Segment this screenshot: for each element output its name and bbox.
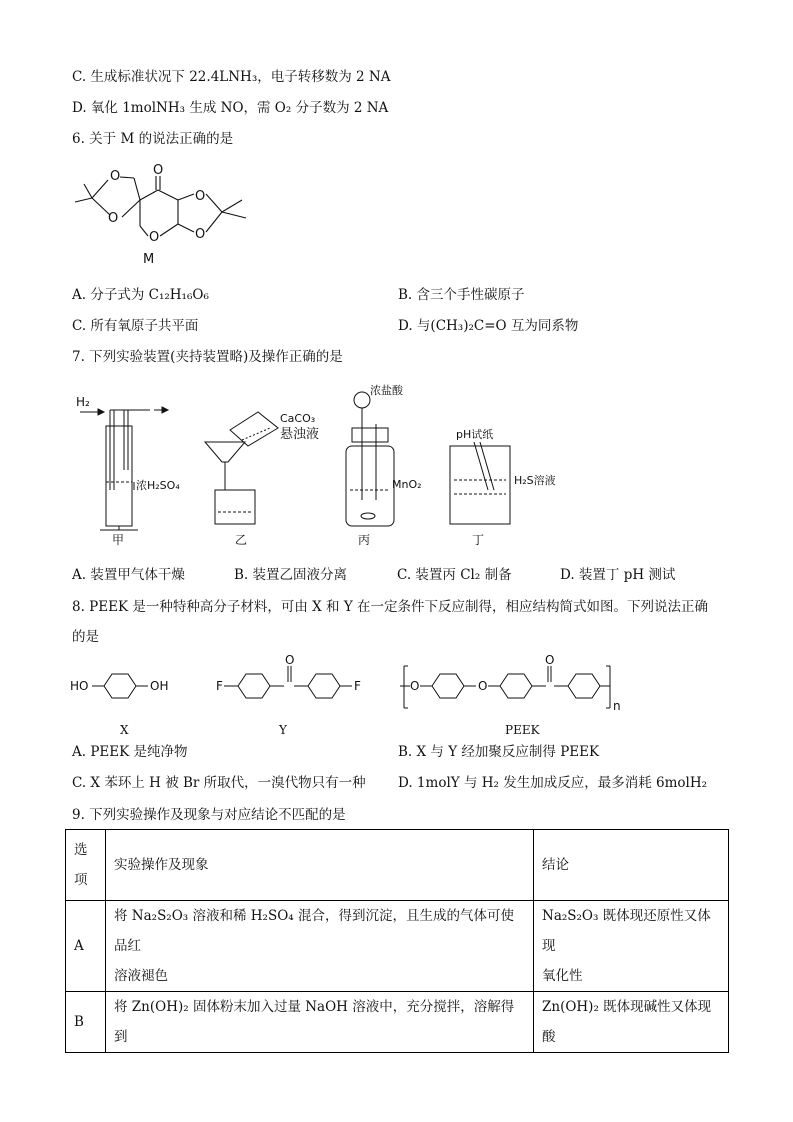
- q8-stem-line1: 8. PEEK 是一种特种高分子材料，可由 X 和 Y 在一定条件下反应制得，相应结构简式如图。下列说法正确: [72, 599, 709, 615]
- atom-o-5: O: [195, 227, 206, 242]
- y-carbonyl-o: O: [285, 653, 295, 667]
- q7-option-a: A. 装置甲气体干燥: [72, 567, 185, 583]
- atom-o-2: O: [108, 211, 119, 226]
- caption-ding: 丁: [472, 533, 485, 547]
- label-mno2: MnO₂: [392, 478, 422, 491]
- caption-yi: 乙: [235, 533, 248, 547]
- table-row: [66, 901, 729, 992]
- q7-apparatus-figure: [70, 380, 610, 550]
- q8-option-b: B. X 与 Y 经加聚反应制得 PEEK: [398, 744, 600, 760]
- row-a-conclusion: Na₂S₂O₃ 既体现还原性又体现 氧化性: [534, 901, 729, 992]
- caption-jia: 甲: [112, 533, 125, 547]
- q7-option-c: C. 装置丙 Cl₂ 制备: [397, 567, 512, 583]
- q8-option-c: C. X 苯环上 H 被 Br 所取代，一溴代物只有一种: [72, 775, 366, 791]
- row-a-operation: 将 Na₂S₂O₃ 溶液和稀 H₂SO₄ 混合，得到沉淀，且生成的气体可使品红 溶液褪色: [106, 901, 534, 992]
- header-conclusion: 结论: [534, 830, 729, 901]
- q7-option-b: B. 装置乙固液分离: [234, 567, 348, 583]
- y-f-left: F: [216, 679, 223, 693]
- atom-o-6: O: [149, 230, 160, 245]
- label-conc-h2so4: 浓H₂SO₄: [136, 479, 180, 492]
- peek-carbonyl-o: O: [545, 653, 555, 667]
- row-b-id: B: [66, 992, 106, 1053]
- peek-o-1: O: [410, 679, 420, 693]
- apparatus-ding: [450, 428, 556, 524]
- q8-structures: [70, 652, 630, 714]
- label-y: Y: [279, 723, 287, 737]
- label-h2: H₂: [76, 395, 90, 409]
- header-option: 选 项: [66, 830, 106, 901]
- atom-o-4: O: [195, 189, 206, 204]
- apparatus-jia: [76, 395, 180, 530]
- q6-option-a: A. 分子式为 C₁₂H₁₆O₆: [72, 287, 209, 303]
- q7-stem: 7. 下列实验装置(夹持装置略)及操作正确的是: [72, 349, 343, 365]
- label-peek: PEEK: [505, 723, 540, 737]
- apparatus-yi: [205, 412, 319, 524]
- atom-o-3: O: [153, 163, 164, 178]
- header-operation: 实验操作及现象: [106, 830, 534, 901]
- label-h2s-solution: H₂S溶液: [514, 474, 556, 487]
- q5-option-c: C. 生成标准状况下 22.4LNH₃，电子转移数为 2 NA: [72, 69, 391, 85]
- y-f-right: F: [354, 679, 361, 693]
- peek-o-2: O: [478, 679, 488, 693]
- molecule-m-label: M: [143, 252, 155, 267]
- caption-bing: 丙: [358, 533, 371, 547]
- atom-o-1: O: [110, 169, 121, 184]
- molecule-m-structure: [70, 160, 260, 270]
- label-suspension: 悬浊液: [280, 427, 320, 442]
- label-x: X: [120, 723, 129, 737]
- q8-stem-line2: 的是: [72, 629, 99, 645]
- label-ph-paper: pH试纸: [456, 428, 494, 441]
- label-conc-hcl: 浓盐酸: [370, 384, 403, 397]
- peek-n: n: [613, 699, 621, 713]
- q8-option-d: D. 1molY 与 H₂ 发生加成反应，最多消耗 6molH₂: [398, 775, 708, 791]
- x-ho: HO: [70, 679, 89, 693]
- q9-table: [65, 829, 729, 1053]
- table-row: [66, 992, 729, 1053]
- table-header-row: [66, 830, 729, 901]
- row-b-operation: 将 Zn(OH)₂ 固体粉末加入过量 NaOH 溶液中，充分搅拌，溶解得到: [106, 992, 534, 1053]
- q7-option-d: D. 装置丁 pH 测试: [560, 567, 676, 583]
- q6-option-b: B. 含三个手性碳原子: [398, 287, 525, 303]
- row-b-conclusion: Zn(OH)₂ 既体现碱性又体现酸: [534, 992, 729, 1053]
- q6-option-d: D. 与(CH₃)₂C=O 互为同系物: [398, 318, 579, 334]
- apparatus-bing: [346, 383, 422, 526]
- q5-option-d: D. 氧化 1molNH₃ 生成 NO，需 O₂ 分子数为 2 NA: [72, 100, 389, 116]
- q6-option-c: C. 所有氧原子共平面: [72, 318, 199, 334]
- q8-option-a: A. PEEK 是纯净物: [72, 744, 188, 760]
- q6-stem: 6. 关于 M 的说法正确的是: [72, 131, 234, 147]
- row-a-id: A: [66, 901, 106, 992]
- q9-stem: 9. 下列实验操作及现象与对应结论不匹配的是: [72, 807, 346, 823]
- x-oh: OH: [150, 679, 169, 693]
- label-caco3: CaCO₃: [280, 412, 316, 425]
